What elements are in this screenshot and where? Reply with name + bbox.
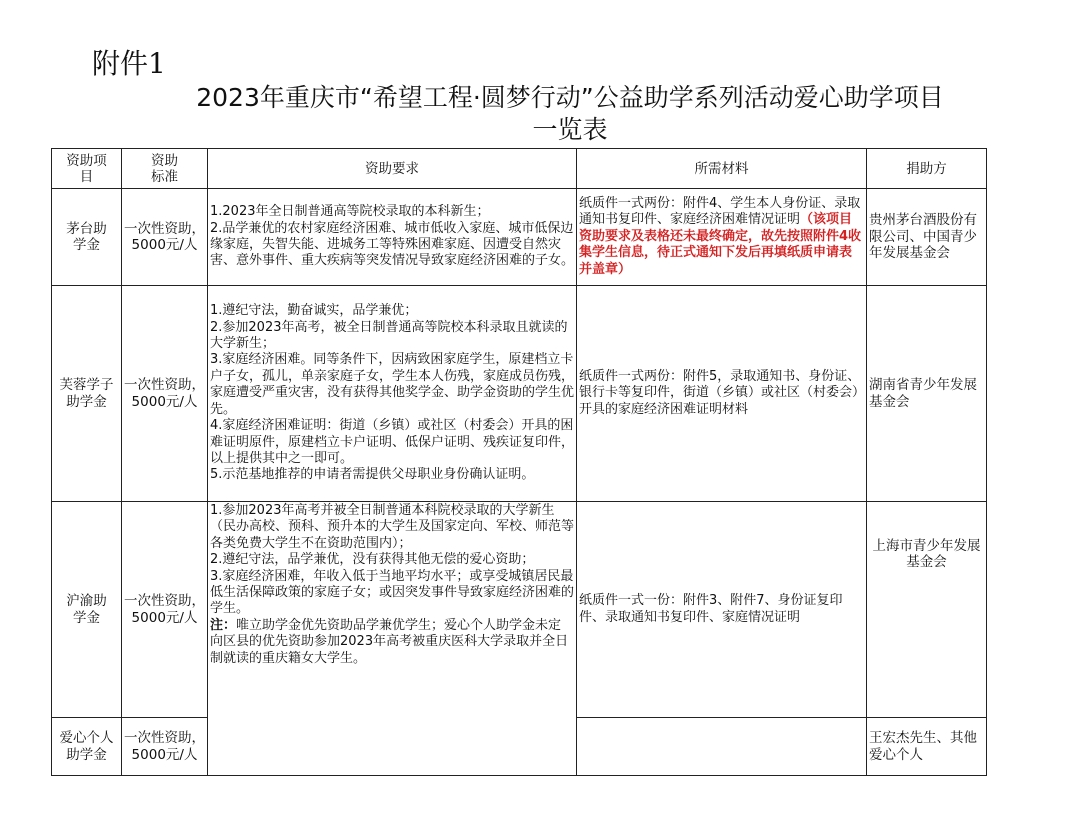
materials-text: 纸质件一式两份：附件4、学生本人身份证、录取通知书复印件、家庭经济困难情况证明 — [579, 195, 861, 228]
requirement-item: 2.参加2023年高考，被全日制普通高等院校本科录取且就读的大学新生； — [210, 319, 568, 352]
header-project: 资助项目 — [52, 149, 122, 189]
requirement-item: 1.参加2023年高考并被全日制普通本科院校录取的大学新生（民办高校、预科、预升本的大学生及国家定向、军校、师范等各类免费大学生不在资助范围内）； — [210, 503, 575, 551]
project-requirements — [208, 286, 577, 502]
header-standard: 资助标准 — [122, 149, 208, 189]
requirement-item: 2.品学兼优的农村家庭经济困难、城市低收入家庭、城市低保边缘家庭，失智失能、进城务工等特殊困难家庭、因遭受自然灾害、意外事件、重大疾病等突发情况导致家庭经济困难的子女。 — [210, 220, 575, 269]
project-name: 茅台助学金 — [52, 189, 122, 286]
header-requirements: 资助要求 — [208, 149, 577, 189]
attachment-label: 附件1 — [92, 47, 166, 80]
table-row — [52, 502, 987, 718]
requirement-item: 1.2023年全日制普通高等院校录取的本科新生； — [210, 204, 490, 220]
project-materials — [577, 189, 867, 286]
project-donor: 王宏杰先生、其他爱心个人 — [867, 718, 987, 776]
header-donor: 捐助方 — [867, 149, 987, 189]
title-line-2: 一览表 — [532, 115, 608, 144]
project-standard: 一次性资助，5000元/人 — [122, 718, 208, 776]
materials-note: （该项目资助要求及表格还未最终确定，故先按照附件4收集学生信息，待正式通知下发后再填纸质申请表并盖章） — [579, 212, 862, 277]
project-materials-empty — [577, 718, 867, 776]
requirement-note — [210, 618, 574, 667]
note-label: 注： — [210, 617, 237, 633]
requirement-item: 4.家庭经济困难证明：街道（乡镇）或社区（村委会）开具的困难证明原件，原建档立卡户证明、低保户证明、残疾证复印件，以上提供其中之一即可。 — [210, 418, 575, 466]
project-name: 芙蓉学子助学金 — [52, 286, 122, 502]
requirement-item: 3.家庭经济困难，年收入低于当地平均水平；或享受城镇居民最低生活保障政策的家庭子女；或因突发事件导致家庭经济困难的学生。 — [210, 568, 575, 617]
table-row — [52, 189, 987, 286]
header-materials: 所需材料 — [577, 149, 867, 189]
project-standard: 一次性资助，5000元/人 — [122, 286, 208, 502]
project-name: 爱心个人助学金 — [52, 718, 122, 776]
project-standard: 一次性资助，5000元/人 — [122, 189, 208, 286]
project-materials: 纸质件一式两份：附件5，录取通知书、身份证、银行卡等复印件，街道（乡镇）或社区（村委会）开具的家庭经济困难证明材料 — [577, 286, 867, 502]
project-donor: 湖南省青少年发展基金会 — [867, 286, 987, 502]
requirement-item: 2.遵纪守法，品学兼优，没有获得其他无偿的爱心资助； — [210, 552, 535, 568]
page-title — [140, 82, 1000, 146]
requirement-item: 5.示范基地推荐的申请者需提供父母职业身份确认证明。 — [210, 467, 535, 483]
project-standard: 一次性资助，5000元/人 — [122, 502, 208, 718]
note-text: 唯立助学金优先资助品学兼优学生；爱心个人助学金未定向区县的优先资助参加2023年高考被重庆医科大学录取并全日制就读的重庆籍女大学生。 — [210, 617, 569, 666]
project-donor: 贵州茅台酒股份有限公司、中国青少年发展基金会 — [867, 189, 987, 286]
project-requirements — [208, 502, 577, 776]
requirement-item: 1.遵纪守法，勤奋诚实，品学兼优； — [210, 303, 418, 319]
project-materials: 纸质件一式一份：附件3、附件7、身份证复印件、录取通知书复印件、家庭情况证明 — [577, 502, 867, 718]
table-header-row — [52, 149, 987, 189]
requirement-item: 3.家庭经济困难。同等条件下，因病致困家庭学生，原建档立卡户子女，孤儿，单亲家庭子女，学生本人伤残，家庭成员伤残，家庭遭受严重灾害，没有获得其他奖学金、助学金资助的学生优先。 — [210, 352, 575, 417]
table-row — [52, 286, 987, 502]
project-requirements — [208, 189, 577, 286]
project-donor: 上海市青少年发展基金会 — [867, 502, 987, 718]
title-line-1: 2023年重庆市“希望工程·圆梦行动”公益助学系列活动爱心助学项目 — [196, 83, 944, 112]
scholarship-table — [51, 148, 987, 776]
project-name: 沪渝助学金 — [52, 502, 122, 718]
